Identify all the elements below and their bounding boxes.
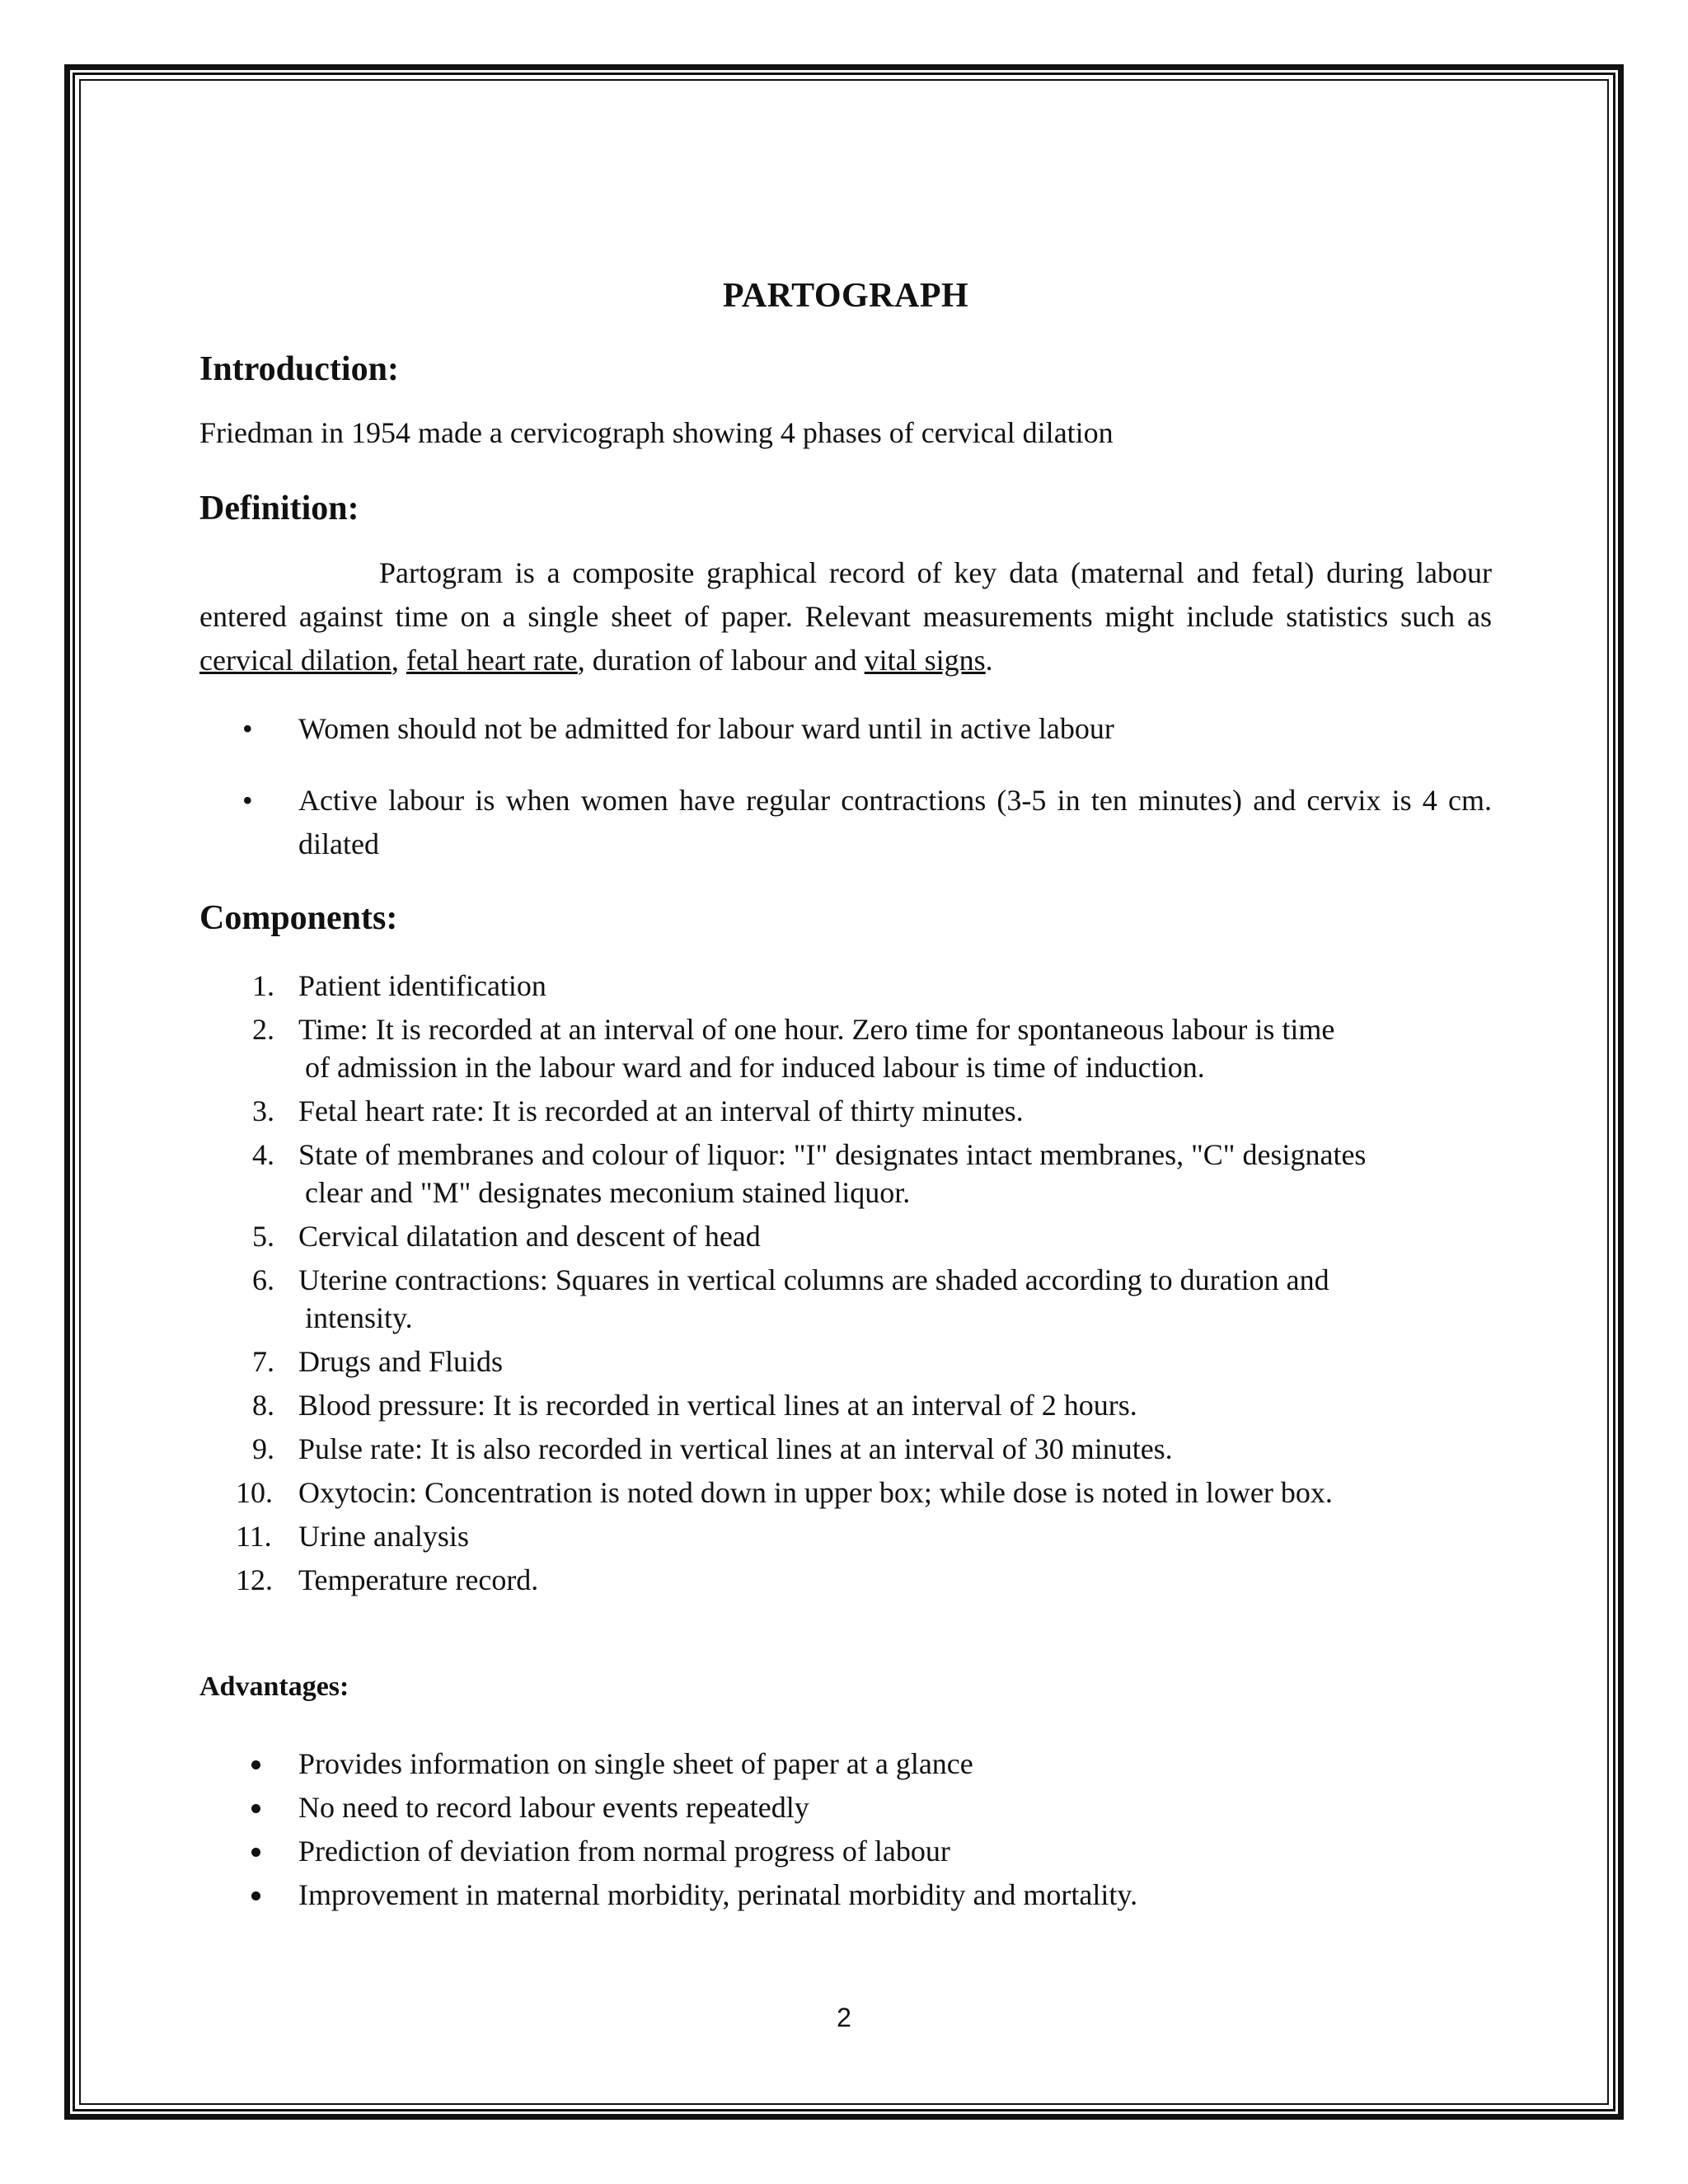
item-text: Urine analysis <box>298 1520 469 1554</box>
list-item <box>199 707 1492 751</box>
item-text-continued: of admission in the labour ward and for induced labour is time of induction. <box>305 1051 1205 1085</box>
item-number: 3. <box>252 1094 274 1128</box>
list-item <box>199 1261 1492 1337</box>
link-cervical-dilation[interactable]: cervical dilation <box>199 643 392 677</box>
components-list <box>199 967 1492 1599</box>
introduction-text: Friedman in 1954 made a cervicograph showing 4 phases of cervical dilation <box>199 416 1114 450</box>
item-text: Time: It is recorded at an interval of one hour. Zero time for spontaneous labour is time <box>298 1013 1335 1047</box>
item-number: 8. <box>252 1389 274 1422</box>
page-title: PARTOGRAPH <box>722 277 969 315</box>
list-item <box>199 1474 1492 1511</box>
bullet-dot-icon <box>251 1804 260 1813</box>
item-text: Fetal heart rate: It is recorded at an interval of thirty minutes. <box>298 1094 1024 1128</box>
advantage-text: No need to record labour events repeatedly <box>298 1791 809 1825</box>
item-text: Oxytocin: Concentration is noted down in upper box; while dose is noted in lower box. <box>298 1476 1333 1510</box>
advantage-text: Prediction of deviation from normal progress of labour <box>298 1835 950 1868</box>
item-number: 4. <box>252 1138 274 1172</box>
item-number: 12. <box>236 1563 273 1597</box>
item-text: State of membranes and colour of liquor: "I" designates intact membranes, "C" designates <box>298 1138 1367 1172</box>
list-item <box>199 1561 1492 1599</box>
list-item <box>199 1010 1492 1086</box>
list-item <box>199 1136 1492 1212</box>
definition-text-part1: Partogram is a composite graphical record of key data (maternal and fetal) during labour entered against time on a single sheet of paper. Relevant measurements might include statistics such as <box>199 555 1492 633</box>
list-item <box>199 1873 1492 1917</box>
definition-text-end: . <box>985 643 993 677</box>
definition-separator: , <box>391 643 406 677</box>
list-item <box>199 967 1492 1005</box>
item-text: Uterine contractions: Squares in vertical columns are shaded according to duration and <box>298 1263 1329 1297</box>
components-heading: Components: <box>199 898 398 937</box>
bullet-icon: • <box>242 711 253 745</box>
bullet-text: Active labour is when women have regular contractions (3-5 in ten minutes) and cervix is 4 cm. dilated <box>298 783 1492 860</box>
page-number: 2 <box>837 2003 851 2032</box>
list-item <box>199 779 1492 866</box>
bullet-dot-icon <box>251 1891 260 1900</box>
link-vital-signs[interactable]: vital signs <box>864 643 986 677</box>
list-item <box>199 1092 1492 1130</box>
item-number: 2. <box>252 1013 274 1047</box>
bullet-text: Women should not be admitted for labour ward until in active labour <box>298 711 1114 745</box>
item-text: Temperature record. <box>298 1563 539 1597</box>
item-text: Drugs and Fluids <box>298 1345 504 1379</box>
definition-bullet-list <box>199 707 1492 866</box>
bullet-icon: • <box>242 783 253 817</box>
advantage-text: Provides information on single sheet of paper at a glance <box>298 1747 973 1781</box>
item-text: Patient identification <box>298 969 546 1003</box>
advantage-text: Improvement in maternal morbidity, perinatal morbidity and mortality. <box>298 1878 1138 1912</box>
definition-text <box>199 551 1492 682</box>
item-number: 6. <box>252 1263 274 1297</box>
components-section <box>199 898 1492 1599</box>
advantages-list <box>199 1742 1492 1917</box>
advantages-section <box>199 1671 1492 1917</box>
definition-heading: Definition: <box>199 490 359 528</box>
list-item <box>199 1742 1492 1786</box>
introduction-section <box>199 349 1492 455</box>
definition-text-part2: , duration of labour and <box>577 643 865 677</box>
item-number: 7. <box>252 1345 274 1379</box>
item-text-continued: intensity. <box>305 1301 413 1335</box>
list-item <box>199 1786 1492 1830</box>
item-number: 9. <box>252 1432 274 1466</box>
item-text-continued: clear and "M" designates meconium stained liquor. <box>305 1176 911 1210</box>
item-number: 5. <box>252 1220 274 1254</box>
item-number: 10. <box>236 1476 273 1510</box>
definition-section <box>199 488 1492 865</box>
list-item <box>199 1517 1492 1555</box>
list-item <box>199 1217 1492 1255</box>
bullet-dot-icon <box>251 1848 260 1857</box>
document-body <box>199 276 1492 1917</box>
list-item <box>199 1830 1492 1873</box>
list-item <box>199 1386 1492 1424</box>
item-text: Blood pressure: It is recorded in vertical lines at an interval of 2 hours. <box>298 1389 1137 1422</box>
introduction-heading: Introduction: <box>199 350 399 388</box>
advantages-heading: Advantages: <box>199 1671 349 1703</box>
bullet-dot-icon <box>251 1760 260 1769</box>
item-number: 11. <box>236 1520 272 1554</box>
list-item <box>199 1430 1492 1468</box>
link-fetal-heart-rate[interactable]: fetal heart rate <box>406 643 578 677</box>
item-text: Pulse rate: It is also recorded in vertical lines at an interval of 30 minutes. <box>298 1432 1173 1466</box>
item-text: Cervical dilatation and descent of head <box>298 1220 761 1254</box>
item-number: 1. <box>252 969 274 1003</box>
list-item <box>199 1343 1492 1380</box>
